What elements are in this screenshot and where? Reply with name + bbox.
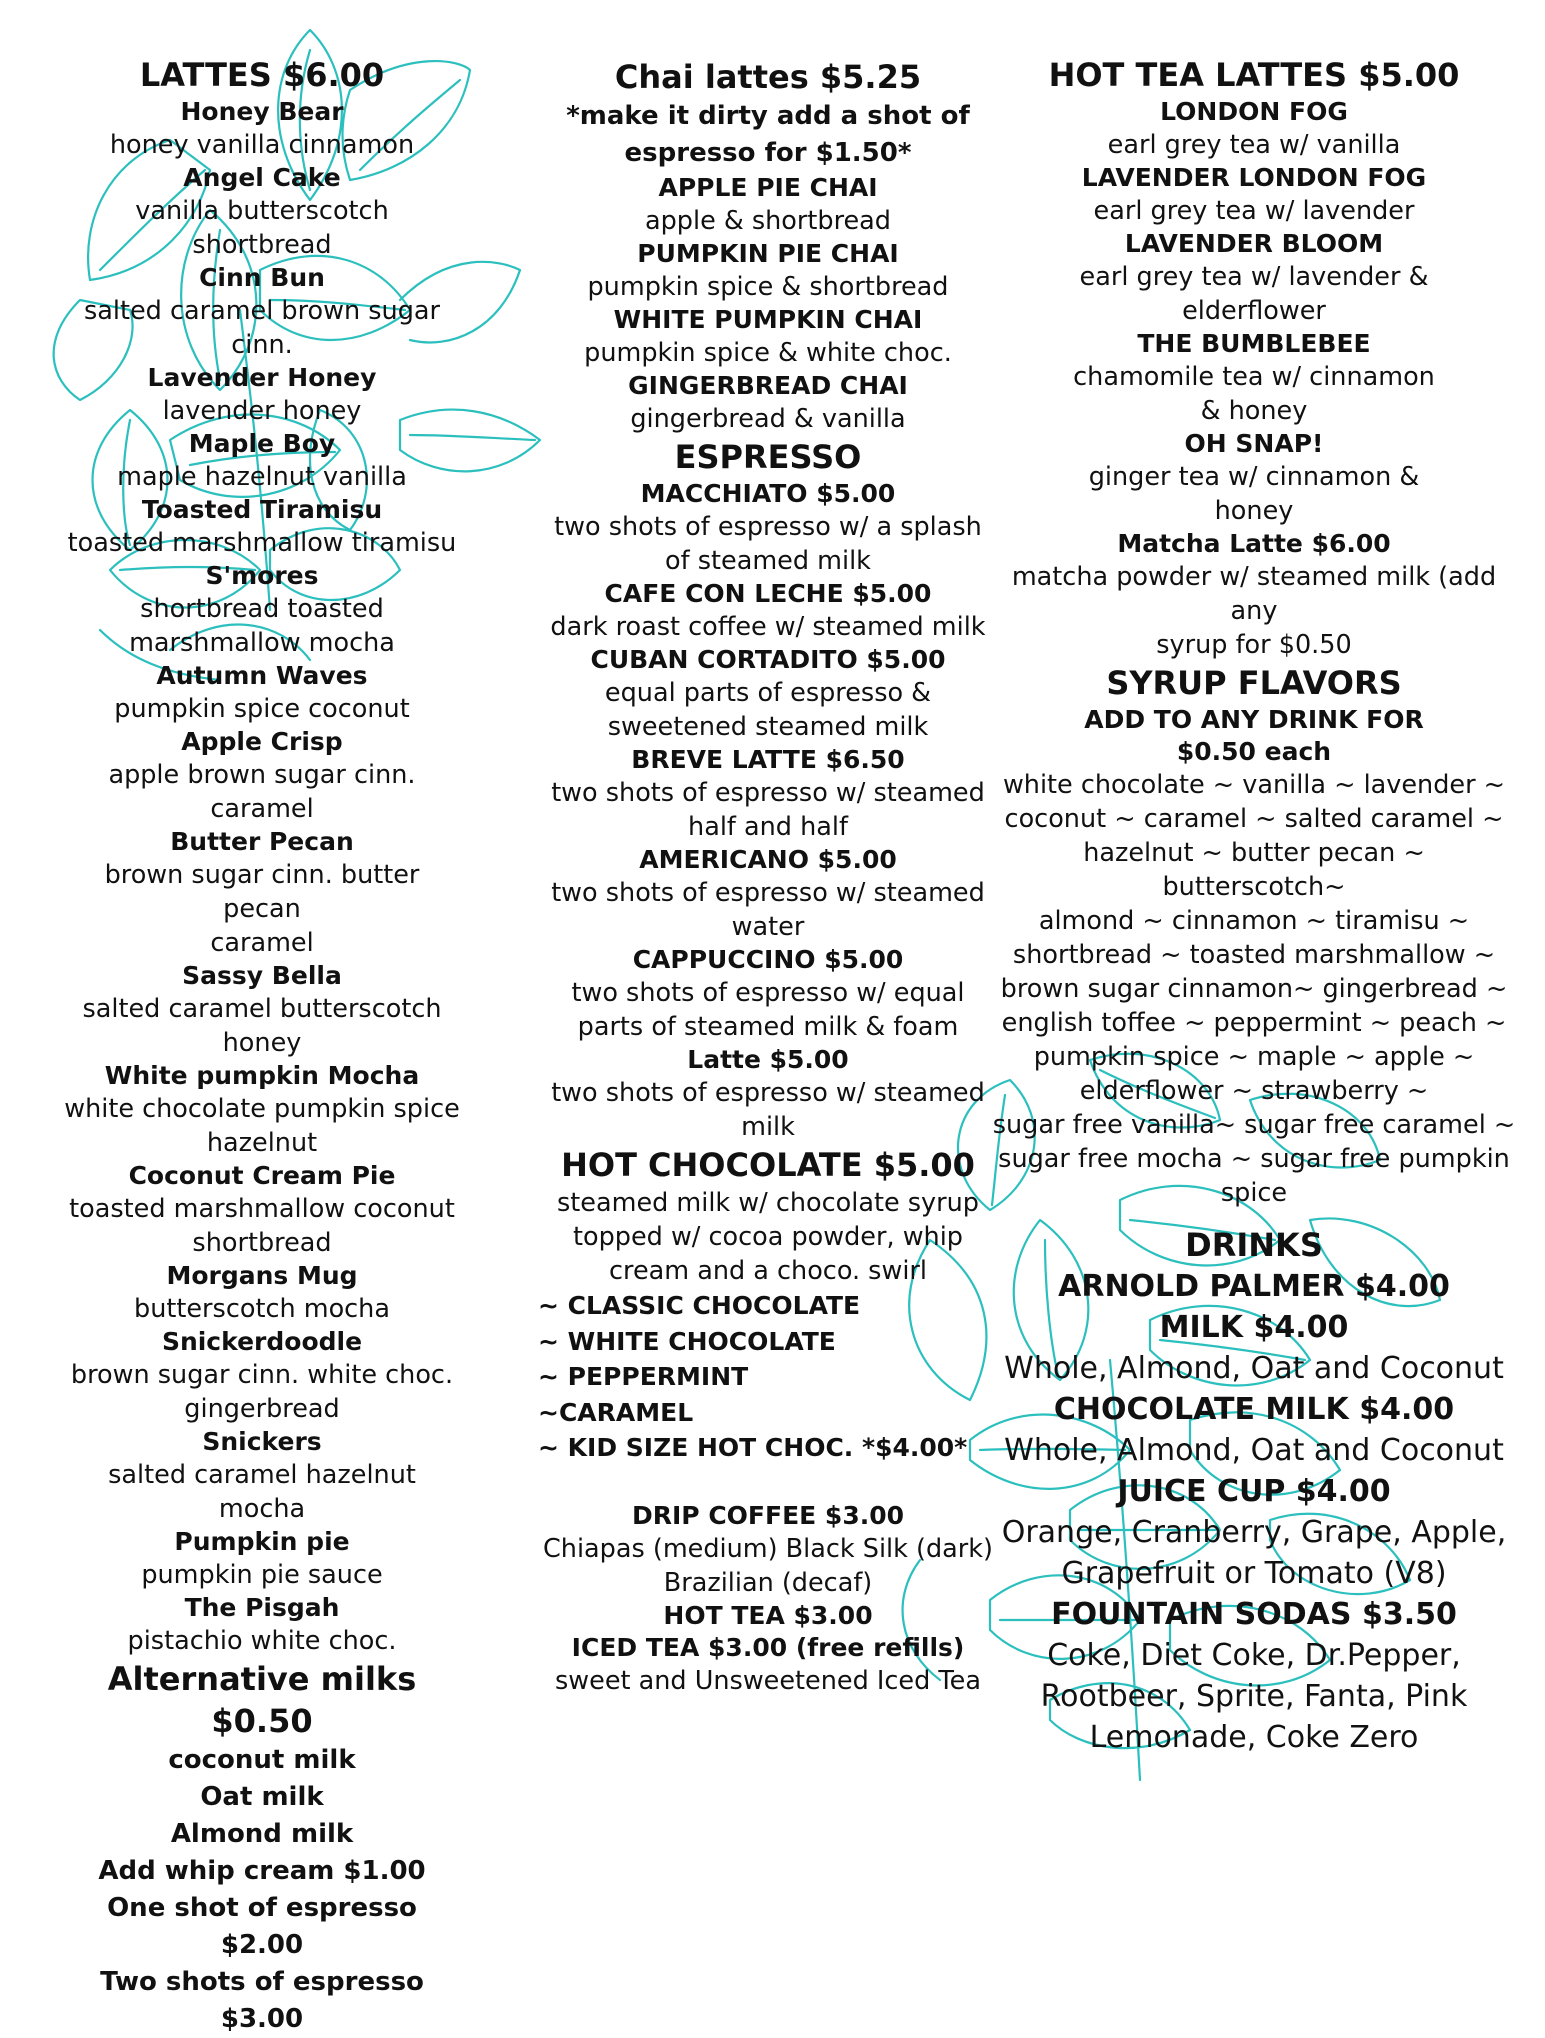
hot-chocolate-option: ~ PEPPERMINT <box>538 1362 749 1391</box>
hot-chocolate-title: HOT CHOCOLATE $5.00 <box>561 1146 975 1184</box>
drink-desc: Rootbeer, Sprite, Fanta, Pink <box>1040 1679 1468 1714</box>
drink-desc: Orange, Cranberry, Grape, Apple, <box>1001 1515 1507 1550</box>
menu-item-desc: elderflower <box>1182 296 1326 326</box>
menu-item <box>62 1160 462 1260</box>
menu-item <box>990 428 1518 528</box>
menu-item-desc: salted caramel hazelnut mocha <box>108 1460 416 1524</box>
drip-coffee-title: DRIP COFFEE $3.00 <box>631 1500 905 1530</box>
lattes-title: LATTES $6.00 <box>139 56 385 94</box>
menu-item-desc: gingerbread & vanilla <box>630 404 906 434</box>
menu-item <box>62 1260 462 1326</box>
menu-item-desc: lavender honey <box>162 396 362 426</box>
menu-item-desc: half and half <box>688 812 848 842</box>
menu-item-desc: of steamed milk <box>665 546 871 576</box>
menu-item-name: CAPPUCCINO $5.00 <box>632 945 904 974</box>
menu-item-name: Honey Bear <box>180 97 344 126</box>
drink-name: MILK $4.00 <box>1159 1310 1349 1345</box>
syrup-list-line: almond ~ cinnamon ~ tiramisu ~ <box>1038 906 1470 936</box>
menu-item <box>62 960 462 1060</box>
espresso-section <box>538 436 998 1144</box>
column-left <box>62 54 462 2038</box>
menu-item-desc: two shots of espresso w/ a splash <box>554 512 982 542</box>
menu-item-name: Maple Boy <box>188 429 336 458</box>
hot-chocolate-desc: topped w/ cocoa powder, whip <box>573 1222 963 1252</box>
menu-item-desc: equal parts of espresso & <box>604 678 932 708</box>
menu-item <box>990 528 1518 662</box>
menu-item-desc: gingerbread <box>184 1394 340 1424</box>
drinks-section <box>990 1224 1518 1758</box>
menu-item-desc: syrup for $0.50 <box>1156 630 1352 660</box>
menu-item <box>990 328 1518 428</box>
hot-chocolate-section <box>538 1144 998 1466</box>
menu-item <box>538 744 998 844</box>
hot-chocolate-desc: cream and a choco. swirl <box>609 1256 927 1286</box>
menu-item-desc: pumpkin spice & shortbread <box>587 272 949 302</box>
iced-tea-title: ICED TEA $3.00 (free refills) <box>571 1632 965 1662</box>
syrup-list-line: shortbread ~ toasted marshmallow ~ <box>1012 940 1496 970</box>
menu-item <box>538 370 998 436</box>
menu-item-desc: sweetened steamed milk <box>607 712 929 742</box>
menu-item-desc: pumpkin pie sauce <box>141 1560 383 1590</box>
menu-item <box>62 96 462 162</box>
menu-item-name: Pumpkin pie <box>174 1527 350 1556</box>
alternative-milks-section <box>62 1658 462 2038</box>
syrup-list-line: sugar free mocha ~ sugar free pumpkin <box>998 1144 1510 1174</box>
menu-item <box>538 172 998 238</box>
menu-item-desc: matcha powder w/ steamed milk (add any <box>1011 562 1497 626</box>
drink-desc: Whole, Almond, Oat and Coconut <box>1004 1351 1504 1386</box>
menu-item-desc: ginger tea w/ cinnamon & <box>1088 462 1420 492</box>
menu-item-name: OH SNAP! <box>1184 429 1324 458</box>
lattes-list <box>62 96 462 1658</box>
menu-item-name: Snickers <box>202 1427 322 1456</box>
menu-item <box>62 560 462 660</box>
syrup-flavors-subtitle: $0.50 each <box>1176 737 1332 766</box>
menu-item <box>538 238 998 304</box>
menu-item-name: MACCHIATO $5.00 <box>640 479 896 508</box>
menu-item <box>62 826 462 960</box>
syrup-list-line: english toffee ~ peppermint ~ peach ~ <box>1001 1008 1507 1038</box>
menu-item-name: APPLE PIE CHAI <box>658 173 878 202</box>
menu-item-desc: pistachio white choc. <box>127 1626 397 1656</box>
menu-item-name: S'mores <box>205 561 319 590</box>
menu-item <box>538 644 998 744</box>
menu-item-desc: toasted marshmallow tiramisu <box>67 528 457 558</box>
syrup-flavors-title: SYRUP FLAVORS <box>1106 664 1402 702</box>
menu-item <box>62 262 462 362</box>
menu-item-name: Morgans Mug <box>166 1261 358 1290</box>
addon-item: Oat milk <box>200 1782 324 1812</box>
syrup-list-line: pumpkin spice ~ maple ~ apple ~ <box>1033 1042 1475 1072</box>
menu-item-name: Angel Cake <box>183 163 341 192</box>
syrup-list-line: hazelnut ~ butter pecan ~ butterscotch~ <box>1083 838 1425 902</box>
syrup-flavors-section <box>990 662 1518 1210</box>
syrup-flavors-subtitle: ADD TO ANY DRINK FOR <box>1084 705 1424 734</box>
menu-item <box>62 1060 462 1160</box>
menu-item-name: Matcha Latte $6.00 <box>1117 529 1391 558</box>
menu-item-desc: apple & shortbread <box>644 206 891 236</box>
menu-item-desc: milk <box>741 1112 795 1142</box>
menu-item-desc: pumpkin spice coconut <box>114 694 410 724</box>
menu-item-name: AMERICANO $5.00 <box>639 845 897 874</box>
menu-item-desc: honey <box>1214 496 1294 526</box>
menu-item-desc: apple brown sugar cinn. <box>108 760 416 790</box>
menu-item-desc: vanilla butterscotch shortbread <box>135 196 389 260</box>
menu-item-name: LAVENDER LONDON FOG <box>1081 163 1427 192</box>
menu-item-name: Lavender Honey <box>147 363 377 392</box>
lattes-section <box>62 54 462 1658</box>
coffee-tea-section <box>538 1500 998 1698</box>
menu-item-desc: brown sugar cinn. white choc. <box>70 1360 454 1390</box>
menu-item-desc: earl grey tea w/ lavender & <box>1079 262 1429 292</box>
menu-item-name: Cinn Bun <box>199 263 325 292</box>
menu-item-name: Latte $5.00 <box>687 1045 849 1074</box>
addon-item: Two shots of espresso $3.00 <box>100 1967 424 2034</box>
menu-item-name: CAFE CON LECHE $5.00 <box>604 579 932 608</box>
drip-coffee-desc: Brazilian (decaf) <box>663 1567 873 1598</box>
menu-item-desc: two shots of espresso w/ equal <box>571 978 965 1008</box>
menu-item-name: LONDON FOG <box>1160 97 1348 126</box>
menu-item-name: White pumpkin Mocha <box>104 1061 420 1090</box>
menu-item-desc: hazelnut <box>206 1128 318 1158</box>
menu-item-desc: pumpkin spice & white choc. <box>584 338 952 368</box>
menu-item-desc: caramel <box>210 928 314 958</box>
menu-item-desc: water <box>731 912 805 942</box>
menu-item-name: LAVENDER BLOOM <box>1124 229 1384 258</box>
hot-tea-title: HOT TEA $3.00 <box>663 1600 873 1630</box>
menu-item-desc: honey <box>222 1028 302 1058</box>
menu-item <box>62 1326 462 1426</box>
menu-item <box>538 304 998 370</box>
menu-item <box>62 494 462 560</box>
hot-chocolate-desc: steamed milk w/ chocolate syrup <box>557 1188 979 1218</box>
menu-item-name: Autumn Waves <box>156 661 368 690</box>
hot-chocolate-options <box>538 1288 998 1466</box>
syrup-list-line: sugar free vanilla~ sugar free caramel ~ <box>992 1110 1516 1140</box>
menu-item <box>62 162 462 262</box>
menu-item <box>990 228 1518 328</box>
menu-item <box>62 362 462 428</box>
menu-item-name: CUBAN CORTADITO $5.00 <box>590 645 946 674</box>
menu-item <box>538 844 998 944</box>
menu-item-name: Butter Pecan <box>170 827 354 856</box>
menu-item-desc: brown sugar cinn. butter pecan <box>104 860 420 924</box>
menu-item-name: Sassy Bella <box>182 961 342 990</box>
addon-item: coconut milk <box>168 1745 356 1775</box>
menu-item <box>538 944 998 1044</box>
menu-item-name: The Pisgah <box>184 1593 340 1622</box>
syrup-list-line: spice <box>1220 1178 1288 1208</box>
drink-desc: Whole, Almond, Oat and Coconut <box>1004 1433 1504 1468</box>
menu-item-desc: butterscotch mocha <box>134 1294 390 1324</box>
drink-name: FOUNTAIN SODAS $3.50 <box>1051 1597 1457 1632</box>
menu-item-name: BREVE LATTE $6.50 <box>631 745 905 774</box>
menu-item-desc: maple hazelnut vanilla <box>117 462 407 492</box>
drink-desc: Lemonade, Coke Zero <box>1089 1720 1419 1755</box>
menu-item <box>990 96 1518 162</box>
hot-tea-lattes-section <box>990 54 1518 662</box>
chai-note: *make it dirty add a shot of <box>566 101 970 131</box>
drink-desc: Grapefruit or Tomato (V8) <box>1061 1556 1447 1591</box>
menu-item-desc: toasted marshmallow coconut <box>69 1194 455 1224</box>
menu-item-desc: marshmallow mocha <box>129 628 395 658</box>
menu-item-desc: earl grey tea w/ vanilla <box>1107 130 1401 160</box>
menu-item-name: Coconut Cream Pie <box>128 1161 396 1190</box>
column-middle <box>538 56 998 1698</box>
menu-item-desc: & honey <box>1200 396 1308 426</box>
menu-item-name: Apple Crisp <box>181 727 343 756</box>
espresso-title: ESPRESSO <box>674 438 862 476</box>
drip-coffee-desc: Chiapas (medium) Black Silk (dark) <box>543 1533 993 1564</box>
drink-desc: Coke, Diet Coke, Dr.Pepper, <box>1047 1638 1461 1673</box>
syrup-list-line: brown sugar cinnamon~ gingerbread ~ <box>1000 974 1508 1004</box>
menu-item-name: PUMPKIN PIE CHAI <box>637 239 899 268</box>
iced-tea-desc: sweet and Unsweetened Iced Tea <box>555 1665 981 1696</box>
syrup-list-line: coconut ~ caramel ~ salted caramel ~ <box>1004 804 1504 834</box>
menu-item <box>62 660 462 726</box>
hot-chocolate-option: ~ WHITE CHOCOLATE <box>538 1326 836 1356</box>
menu-item-desc: earl grey tea w/ lavender <box>1093 196 1415 226</box>
menu-item-desc: shortbread <box>192 1228 332 1258</box>
menu-item <box>538 1044 998 1144</box>
chai-note: espresso for $1.50* <box>624 138 912 168</box>
menu-item-name: THE BUMBLEBEE <box>1137 329 1371 358</box>
column-right <box>990 54 1518 1758</box>
syrup-list-line: elderflower ~ strawberry ~ <box>1079 1076 1429 1106</box>
menu-item <box>62 1426 462 1526</box>
menu-item-desc: shortbread toasted <box>140 594 384 624</box>
menu-item-desc: honey vanilla cinnamon <box>109 130 415 160</box>
drinks-title: DRINKS <box>1185 1226 1323 1264</box>
hot-chocolate-option: ~ CLASSIC CHOCOLATE <box>538 1291 861 1320</box>
menu-item-desc: two shots of espresso w/ steamed <box>551 778 985 808</box>
menu-item-desc: caramel <box>210 794 314 824</box>
menu-item <box>62 1526 462 1592</box>
menu-item-desc: two shots of espresso w/ steamed <box>551 878 985 908</box>
menu-item <box>62 428 462 494</box>
syrup-list-line: white chocolate ~ vanilla ~ lavender ~ <box>1002 770 1506 800</box>
hot-chocolate-option: ~ KID SIZE HOT CHOC. *$4.00* <box>538 1433 968 1462</box>
hot-tea-lattes-title: HOT TEA LATTES $5.00 <box>1048 56 1460 94</box>
menu-item <box>62 1592 462 1658</box>
drink-name: ARNOLD PALMER $4.00 <box>1058 1269 1450 1304</box>
menu-item-desc: two shots of espresso w/ steamed <box>551 1078 985 1108</box>
menu-item <box>990 162 1518 228</box>
menu-item-desc: dark roast coffee w/ steamed milk <box>550 612 986 642</box>
alternative-milks-title: Alternative milks $0.50 <box>107 1660 417 1740</box>
menu-item-desc: cinn. <box>231 330 293 360</box>
drink-name: JUICE CUP $4.00 <box>1117 1474 1391 1509</box>
addon-item: Almond milk <box>170 1819 354 1849</box>
menu-item-name: GINGERBREAD CHAI <box>628 371 908 400</box>
menu-item-name: Toasted Tiramisu <box>141 495 383 524</box>
menu-item-desc: chamomile tea w/ cinnamon <box>1073 362 1435 392</box>
drink-name: CHOCOLATE MILK $4.00 <box>1053 1392 1455 1427</box>
chai-section <box>538 56 998 436</box>
menu-item-name: Snickerdoodle <box>161 1327 363 1356</box>
menu-item <box>538 478 998 578</box>
menu-item-desc: salted caramel brown sugar <box>83 296 441 326</box>
chai-title: Chai lattes $5.25 <box>614 58 922 96</box>
addon-item: One shot of espresso $2.00 <box>107 1893 417 1960</box>
menu-item-desc: salted caramel butterscotch <box>82 994 442 1024</box>
menu-item-name: WHITE PUMPKIN CHAI <box>613 305 923 334</box>
menu-item-desc: white chocolate pumpkin spice <box>64 1094 460 1124</box>
addon-item: Add whip cream $1.00 <box>98 1856 426 1886</box>
menu-item <box>62 726 462 826</box>
hot-chocolate-option: ~CARAMEL <box>538 1397 694 1427</box>
menu-item-desc: parts of steamed milk & foam <box>577 1012 959 1042</box>
menu-item <box>538 578 998 644</box>
